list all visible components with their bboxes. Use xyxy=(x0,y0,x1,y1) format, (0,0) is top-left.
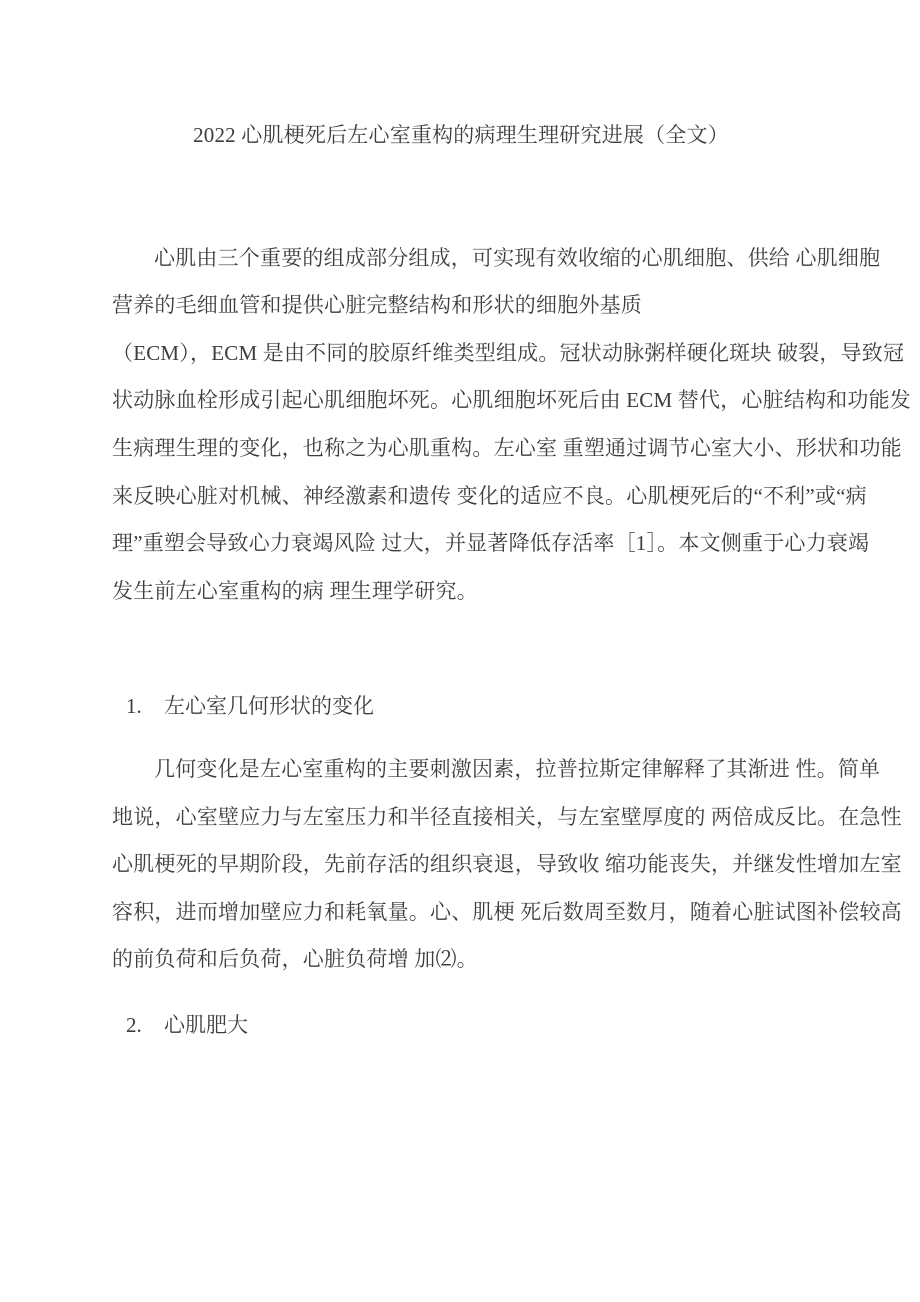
section-1-number: 1. xyxy=(126,694,142,719)
section-2-title: 心肌肥大 xyxy=(164,1012,248,1037)
paragraph-line: 心肌梗死的早期阶段，先前存活的组织衰退，导致收 缩功能丧失，并继发性增加左室 xyxy=(112,852,902,877)
paragraph-line: 的前负荷和后负荷，心脏负荷增 加⑵。 xyxy=(112,947,478,972)
paragraph-line: 心肌由三个重要的组成部分组成，可实现有效收缩的心肌细胞、供给 心肌细胞 xyxy=(154,245,881,270)
section-1-title: 左心室几何形状的变化 xyxy=(164,694,374,719)
document-title: 2022 心肌梗死后左心室重构的病理生理研究进展（全文） xyxy=(193,123,729,147)
paragraph-line: 地说，心室壁应力与左室压力和半径直接相关，与左室壁厚度的 两倍成反比。在急性 xyxy=(112,804,902,829)
paragraph-line: 发生前左心室重构的病 理生理学研究。 xyxy=(112,578,478,603)
intro-paragraph xyxy=(112,235,912,616)
section-2-number: 2. xyxy=(126,1012,142,1037)
paragraph-line: 状动脉血栓形成引起心肌细胞坏死。心肌细胞坏死后由 ECM 替代，心脏结构和功能发 xyxy=(112,388,912,413)
paragraph-line: 容积，进而增加壁应力和耗氧量。心、肌梗 死后数周至数月，随着心脏试图补偿较高 xyxy=(112,899,902,924)
section-1-paragraph xyxy=(112,746,902,984)
paragraph-line: 营养的毛细血管和提供心脏完整结构和形状的细胞外基质 xyxy=(112,293,642,318)
paragraph-line: 生病理生理的变化，也称之为心肌重构。左心室 重塑通过调节心室大小、形状和功能 xyxy=(112,435,902,460)
paragraph-line: 几何变化是左心室重构的主要刺激因素，拉普拉斯定律解释了其渐进 性。简单 xyxy=(154,756,881,781)
paragraph-line: 来反映心脏对机械、神经激素和遗传 变化的适应不良。心肌梗死后的“不利”或“病 xyxy=(112,483,867,508)
paragraph-line: （ECM），ECM 是由不同的胶原纤维类型组成。冠状动脉粥样硬化斑块 破裂，导致冠 xyxy=(112,340,905,365)
paragraph-line: 理”重塑会导致心力衰竭风险 过大，并显著降低存活率［1］。本文侧重于心力衰竭 xyxy=(112,531,870,556)
section-1-heading xyxy=(126,683,810,731)
section-2-heading xyxy=(126,1002,810,1050)
